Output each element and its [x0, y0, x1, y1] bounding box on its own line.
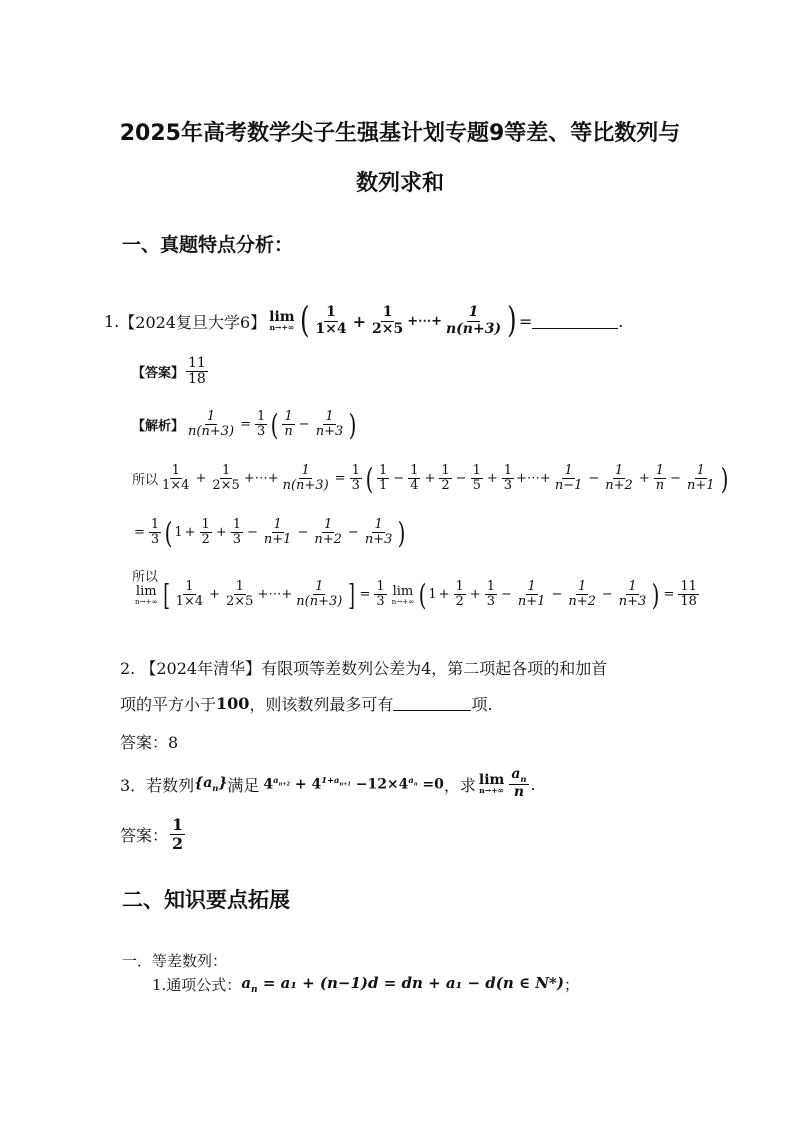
fraction: $\frac{1}{2\times 5}$ — [371, 304, 404, 337]
page-title-line-2: 数列求和 — [355, 171, 444, 196]
right-paren: ) — [507, 300, 517, 342]
fraction: $\frac{1}{n}$ — [284, 409, 293, 440]
section-heading-knowledge: 二、知识要点拓展 — [122, 888, 290, 912]
limit: lim n→+∞ — [478, 772, 505, 796]
fraction: $\frac{1}{n(n+3)}$ — [188, 409, 235, 440]
fraction: $\frac{1}{n+1}$ — [517, 579, 546, 610]
fraction: $\frac{1}{5}$ — [472, 463, 481, 494]
fraction: $\frac{1}{1\times 4}$ — [162, 463, 190, 494]
answer-fraction: $\frac{11}{18}$ — [188, 355, 206, 388]
analysis-line-4: lim n→+∞ [ $\frac{1}{1\times 4}$ + $\frac{1}{2\times 5}$ +⋯+ $\frac{1}{n(n+3)}$ ] = $\frac{1}{3}$ lim n→+∞ ( 1 + $\frac{1}{2}$ + $\frac{1}{3}$ − $\frac{1}{n+1}$ − $\frac{1}{n+2}$ − $\frac{1}{n+3}$ ) = $\frac{11}{18}$ — [135, 577, 697, 612]
answer-label: 【答案】 — [132, 366, 185, 382]
fraction: $\frac{1}{n+3}$ — [618, 579, 647, 610]
limit: lim n→+∞ — [391, 583, 415, 606]
fraction: $\frac{1}{3}$ — [486, 579, 495, 610]
question-1-limit: lim n→+∞ — [269, 309, 295, 333]
fraction: $\frac{1}{3}$ — [256, 409, 266, 440]
therefore-label-2: 所以 — [132, 570, 159, 585]
fraction: $\frac{11}{18}$ — [680, 579, 697, 610]
question-1: 1. 【2024复旦大学6】 lim n→+∞ ( $\frac{1}{1\times 4}$ + $\frac{1}{2\times 5}$ +⋯+ $\frac{1}{n(n+3)}$ ) = . — [104, 300, 624, 342]
therefore-label: 所以 — [132, 473, 159, 489]
fraction: $\frac{1}{n}$ — [655, 463, 665, 494]
answer-1 — [132, 356, 210, 388]
left-paren: ( — [299, 300, 310, 342]
fraction: $\frac{1}{n(n+3)}$ — [296, 579, 343, 610]
fraction: $\frac{1}{2}$ — [201, 517, 210, 548]
fraction: $\frac{1}{3}$ — [376, 579, 385, 610]
analysis-label: 【解析】 — [132, 419, 185, 435]
page-title-line-1: 2025年高考数学尖子生强基计划专题9等差、等比数列与 — [119, 121, 681, 146]
fraction: $\frac{1}{n+3}$ — [315, 409, 344, 440]
fraction: $\frac{1}{2\times 5}$ — [226, 579, 254, 610]
limit: lim n→+∞ — [135, 583, 158, 606]
fraction: $\frac{a_n}{n}$ — [511, 766, 527, 801]
question-2-line-2: 项的平方小于 100 ，则该数列最多可有 项. — [120, 694, 493, 714]
answer-blank — [532, 314, 618, 329]
fraction: $\frac{1}{n+1}$ — [687, 463, 715, 494]
fraction: $\frac{1}{1\times 4}$ — [175, 579, 204, 610]
question-3-answer: 答案： $\frac{1}{2}$ — [120, 815, 184, 853]
answer-fraction: $\frac{1}{2}$ — [172, 815, 184, 853]
fraction: $\frac{1}{3}$ — [150, 517, 160, 548]
question-1-source: 【2024复旦大学6】 — [119, 312, 267, 332]
fraction: $\frac{1}{4}$ — [410, 463, 419, 494]
fraction: $\frac{1}{3}$ — [351, 463, 360, 494]
question-3: 3．若数列 $\{a_n\}$ 满足 $4^{a_{n+2}} + 4^{1+a_{n+1}} -12\times 4^{a_n} =0$ ，求 lim n→+∞ $\frac{a_n}{n}$ . — [120, 766, 536, 801]
fraction: $\frac{1}{n+3}$ — [364, 517, 393, 548]
fraction: $\frac{1}{2\times 5}$ — [212, 463, 240, 494]
analysis-line-1: 【解析】 $\frac{1}{n(n+3)}$ = $\frac{1}{3}$ ( $\frac{1}{n}$ − $\frac{1}{n+3}$ ) — [132, 407, 357, 442]
question-2-answer: 答案：8 — [120, 733, 179, 752]
fraction: $\frac{1}{n-1}$ — [554, 463, 583, 494]
fraction: $\frac{1}{3}$ — [503, 463, 513, 494]
fraction: $\frac{1}{3}$ — [232, 517, 241, 548]
subsection-heading-arithmetic: 一．等差数列： — [122, 952, 228, 970]
fraction: $\frac{1}{n+2}$ — [605, 463, 633, 494]
fraction: $\frac{1}{n(n+3)}$ — [446, 304, 502, 337]
analysis-line-3: = $\frac{1}{3}$ ( 1 + $\frac{1}{2}$ + $\frac{1}{3}$ − $\frac{1}{n+1}$ − $\frac{1}{n+2}$ − $\frac{1}{n+3}$ ) — [134, 515, 406, 550]
fraction: $\frac{1}{2}$ — [441, 463, 450, 494]
section-heading-analysis: 一、真题特点分析： — [122, 234, 294, 256]
fraction: $\frac{1}{n+2}$ — [568, 579, 596, 610]
analysis-line-2: 所以 $\frac{1}{1\times 4}$ + $\frac{1}{2\times 5}$ +⋯+ $\frac{1}{n(n+3)}$ = $\frac{1}{3}$ ( $\frac{1}{1}$ − $\frac{1}{4}$ + $\frac{1}{2}$ − $\frac{1}{5}$ + $\frac{1}{3}$ +⋯+ $\frac{1}{n-1}$ − $\frac{1}{n+2}$ + $\frac{1}{n}$ − $\frac{1}{n+1}$ ) — [132, 461, 729, 496]
answer-blank — [393, 696, 471, 711]
fraction: $\frac{1}{2}$ — [455, 579, 464, 610]
fraction: $\frac{1}{n+1}$ — [263, 517, 292, 548]
question-1-number: 1. — [104, 311, 120, 331]
fraction: $\frac{1}{n+2}$ — [314, 517, 342, 548]
fraction: $\frac{1}{1}$ — [379, 463, 388, 494]
question-2-line-1: 2. 【2024年清华】有限项等差数列公差为4，第二项起各项的和加首 — [120, 659, 608, 678]
general-term-formula: 1.通项公式： $a_n = a_1 + (n-1)d$ = dn + a₁ − d(n ∈ N*) ； — [152, 974, 579, 995]
fraction: $\frac{1}{n(n+3)}$ — [282, 463, 329, 494]
fraction: $\frac{1}{1\times 4}$ — [315, 304, 347, 337]
